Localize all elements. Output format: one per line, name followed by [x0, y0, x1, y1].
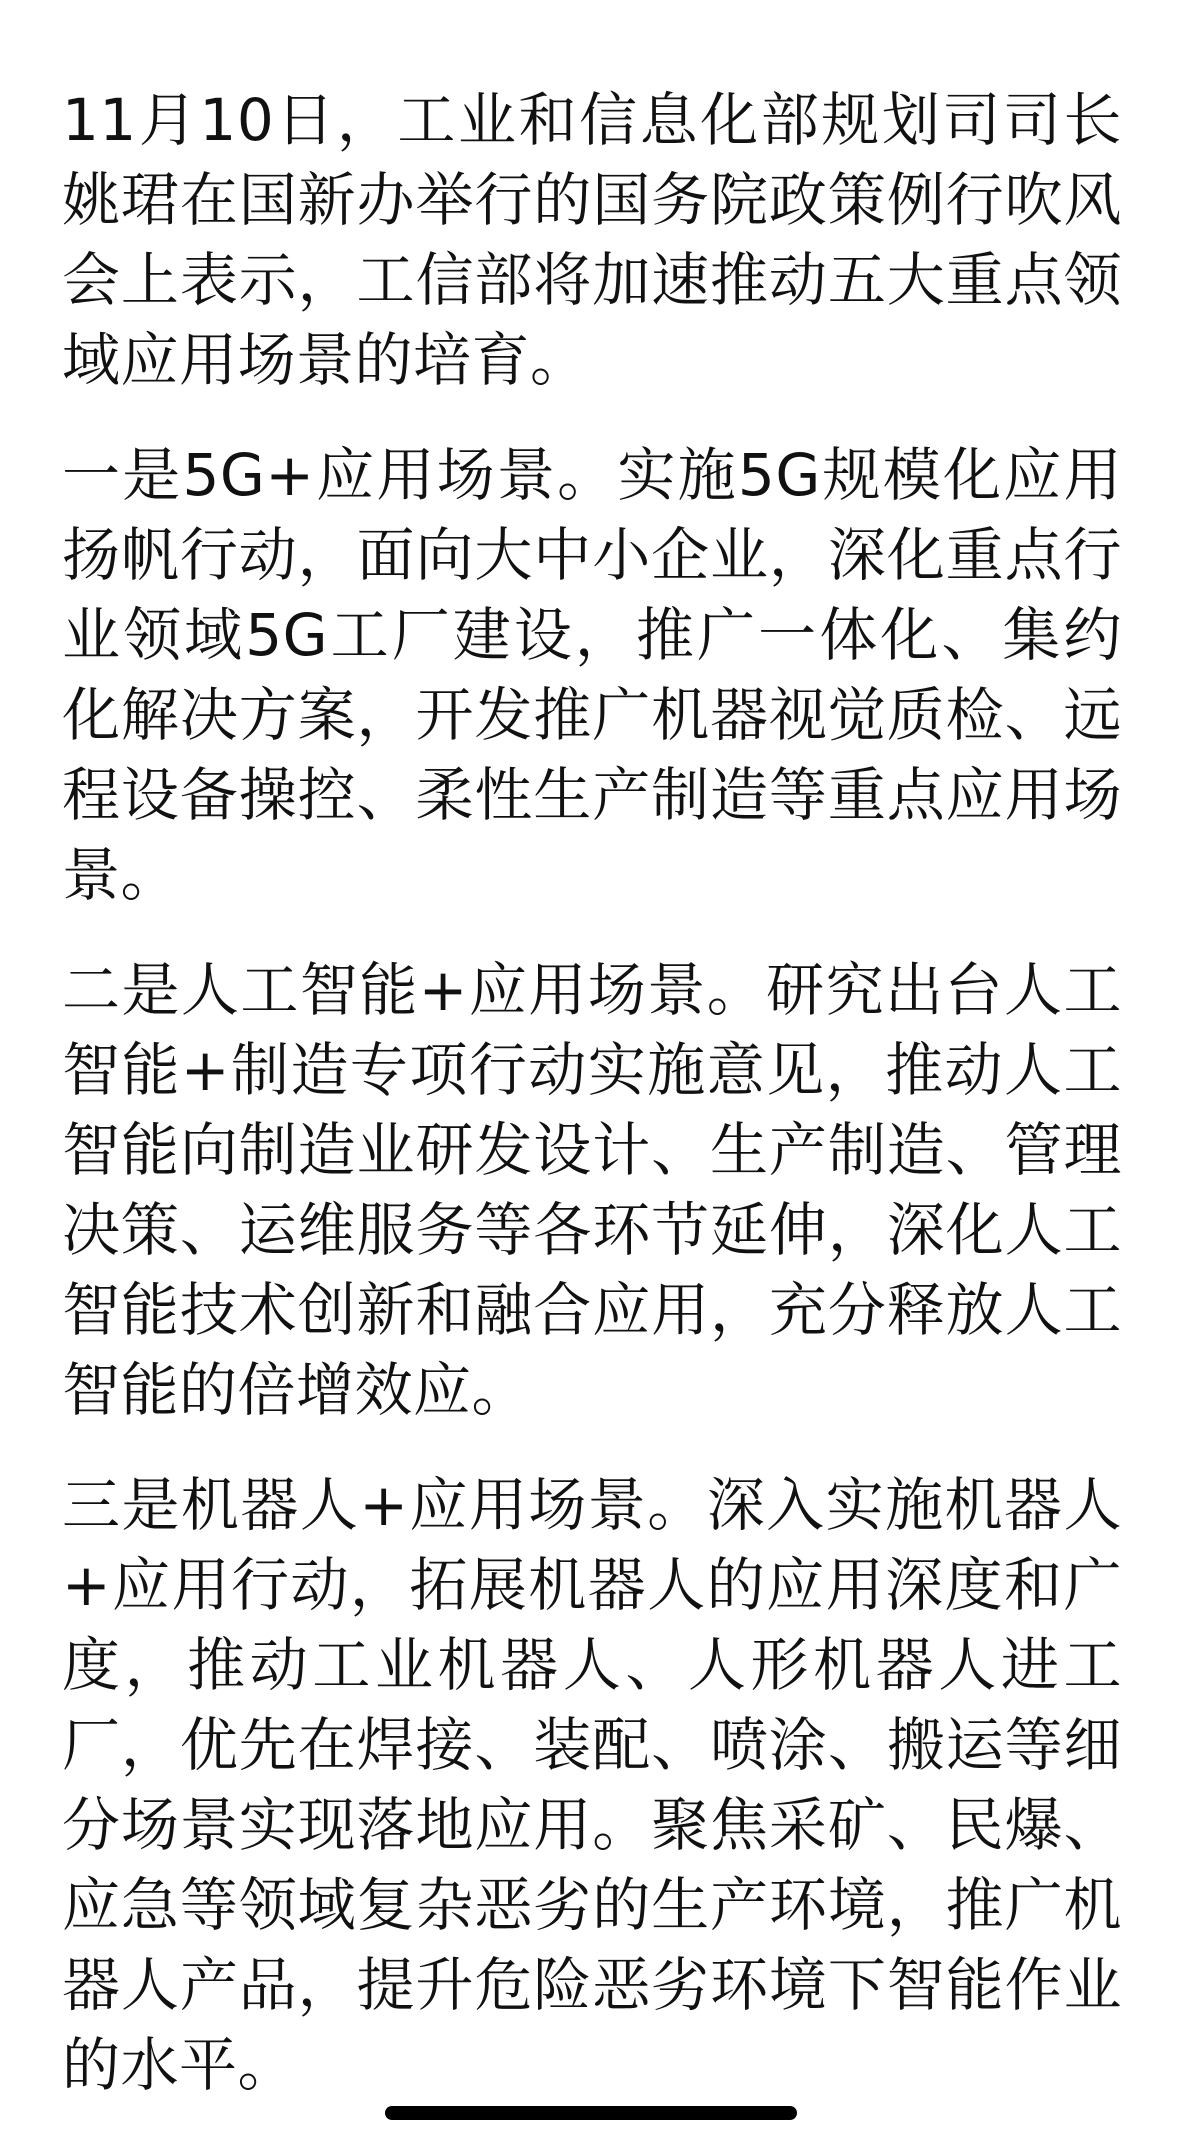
paragraph-5g-scenarios: 一是5G+应用场景。实施5G规模化应用扬帆行动，面向大中小企业，深化重点行业领域5G工厂建设，推广一体化、集约化解决方案，开发推广机器视觉质检、远程设备操控、柔性生产制造等重点应用场景。 — [62, 441, 1122, 909]
home-indicator-bar[interactable] — [385, 2106, 797, 2120]
paragraph-ai-scenarios: 二是人工智能+应用场景。研究出台人工智能+制造专项行动实施意见，推动人工智能向制造业研发设计、生产制造、管理决策、运维服务等各环节延伸，深化人工智能技术创新和融合应用，充分释放人工智能的倍增效应。 — [62, 956, 1122, 1424]
article-body — [62, 80, 1122, 2140]
paragraph-robot-scenarios: 三是机器人+应用场景。深入实施机器人+应用行动，拓展机器人的应用深度和广度，推动工业机器人、人形机器人进工厂，优先在焊接、装配、喷涂、搬运等细分场景实现落地应用。聚焦采矿、民爆、应急等领域复杂恶劣的生产环境，推广机器人产品，提升危险恶劣环境下智能作业的水平。 — [62, 1471, 1122, 2099]
paragraph-intro: 11月10日，工业和信息化部规划司司长姚珺在国新办举行的国务院政策例行吹风会上表示，工信部将加速推动五大重点领域应用场景的培育。 — [62, 86, 1122, 394]
